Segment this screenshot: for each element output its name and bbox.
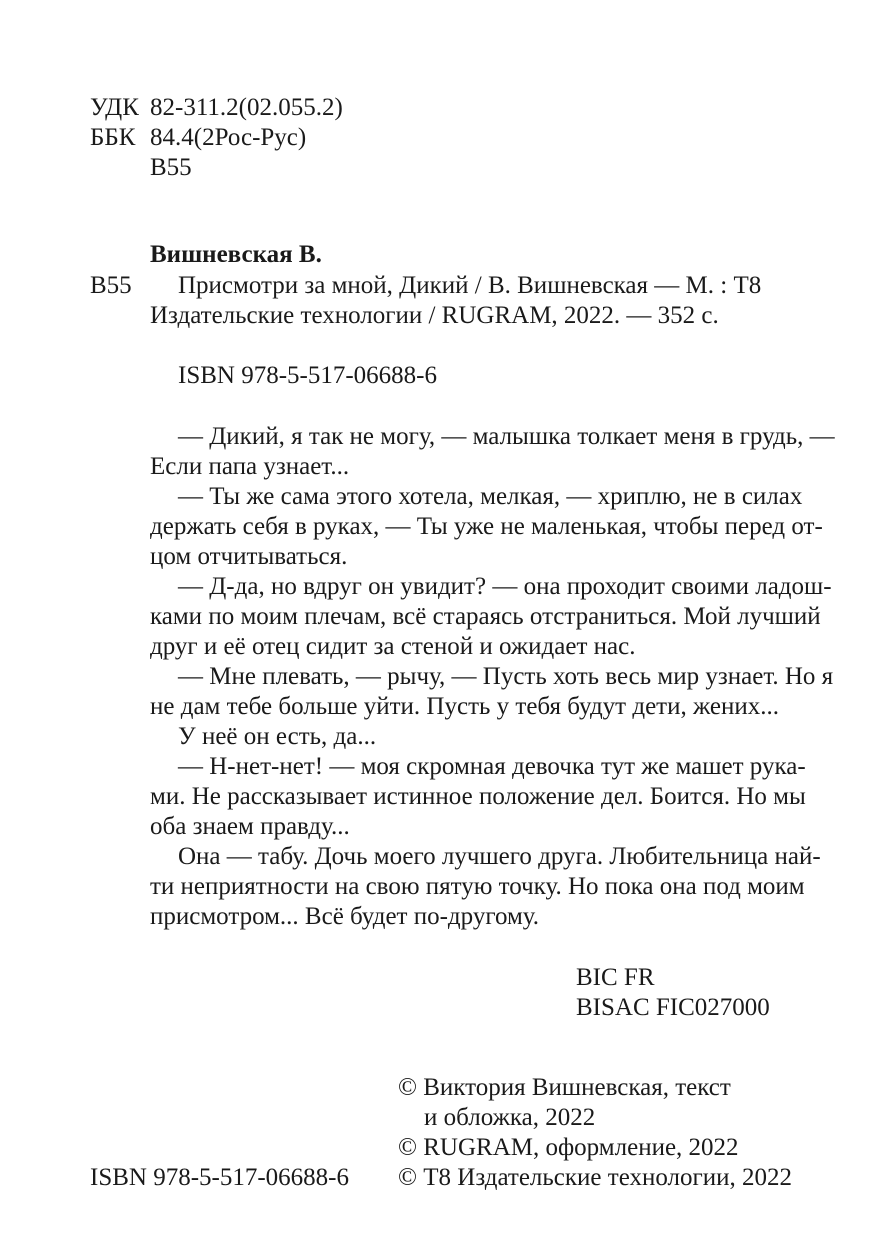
- bibliographic-title-line: Присмотри за мной, Дикий / В. Вишневская — М. : Т8: [178, 272, 762, 299]
- copyright-author: © Виктория Вишневская, текст: [398, 1074, 731, 1101]
- annotation-line: — Дикий, я так не могу, — малышка толкает меня в грудь, —: [178, 423, 835, 450]
- annotation-line: присмотром... Всё будет по-другому.: [150, 903, 540, 930]
- bibliographic-isbn: ISBN 978-5-517-06688-6: [178, 362, 438, 389]
- bibliographic-mark: В55: [90, 272, 132, 299]
- annotation-line: цом отчитываться.: [150, 543, 348, 570]
- footer-isbn: ISBN 978-5-517-06688-6: [90, 1164, 350, 1191]
- annotation-line: — Мне плевать, — рычу, — Пусть хоть весь мир узнает. Но я: [178, 663, 834, 690]
- author-mark: В55: [150, 154, 192, 181]
- annotation-line: — Н-нет-нет! — моя скромная девочка тут же машет рука-: [178, 753, 806, 780]
- bisac-code: BISAC FIC027000: [576, 994, 770, 1021]
- annotation-line: Она — табу. Дочь моего лучшего друга. Любительница най-: [178, 843, 821, 870]
- copyright-rugram: © RUGRAM, оформление, 2022: [398, 1134, 739, 1161]
- copyright-t8: © Т8 Издательские технологии, 2022: [398, 1164, 793, 1191]
- annotation-line: У неё он есть, да...: [178, 723, 377, 750]
- bbk-value: 84.4(2Рос-Рус): [150, 124, 307, 151]
- annotation-line: Если папа узнает...: [150, 453, 350, 480]
- annotation-line: не дам тебе больше уйти. Пусть у тебя будут дети, жених...: [150, 693, 780, 720]
- annotation-line: ти неприятности на свою пятую точку. Но пока она под моим: [150, 873, 805, 900]
- annotation-line: — Д-да, но вдруг он увидит? — она проходит своими ладош-: [178, 573, 832, 600]
- bbk-label: ББК: [90, 124, 136, 151]
- annotation-line: ками по моим плечам, всё стараясь отстраниться. Мой лучший: [150, 603, 821, 630]
- annotation-line: держать себя в руках, — Ты уже не маленькая, чтобы перед от-: [150, 513, 823, 540]
- udk-value: 82-311.2(02.055.2): [150, 94, 343, 121]
- annotation-line: друг и её отец сидит за стеной и ожидает нас.: [150, 633, 636, 660]
- annotation-line: — Ты же сама этого хотела, мелкая, — хриплю, не в силах: [178, 483, 803, 510]
- copyright-author-continued: и обложка, 2022: [424, 1104, 596, 1131]
- bibliographic-publisher-line: Издательские технологии / RUGRAM, 2022. — 352 с.: [150, 302, 719, 329]
- udk-label: УДК: [90, 94, 139, 121]
- bic-code: BIC FR: [576, 964, 655, 991]
- author-name: Вишневская В.: [150, 241, 322, 268]
- annotation-line: ми. Не рассказывает истинное положение дел. Боится. Но мы: [150, 783, 806, 810]
- annotation-line: оба знаем правду...: [150, 813, 350, 840]
